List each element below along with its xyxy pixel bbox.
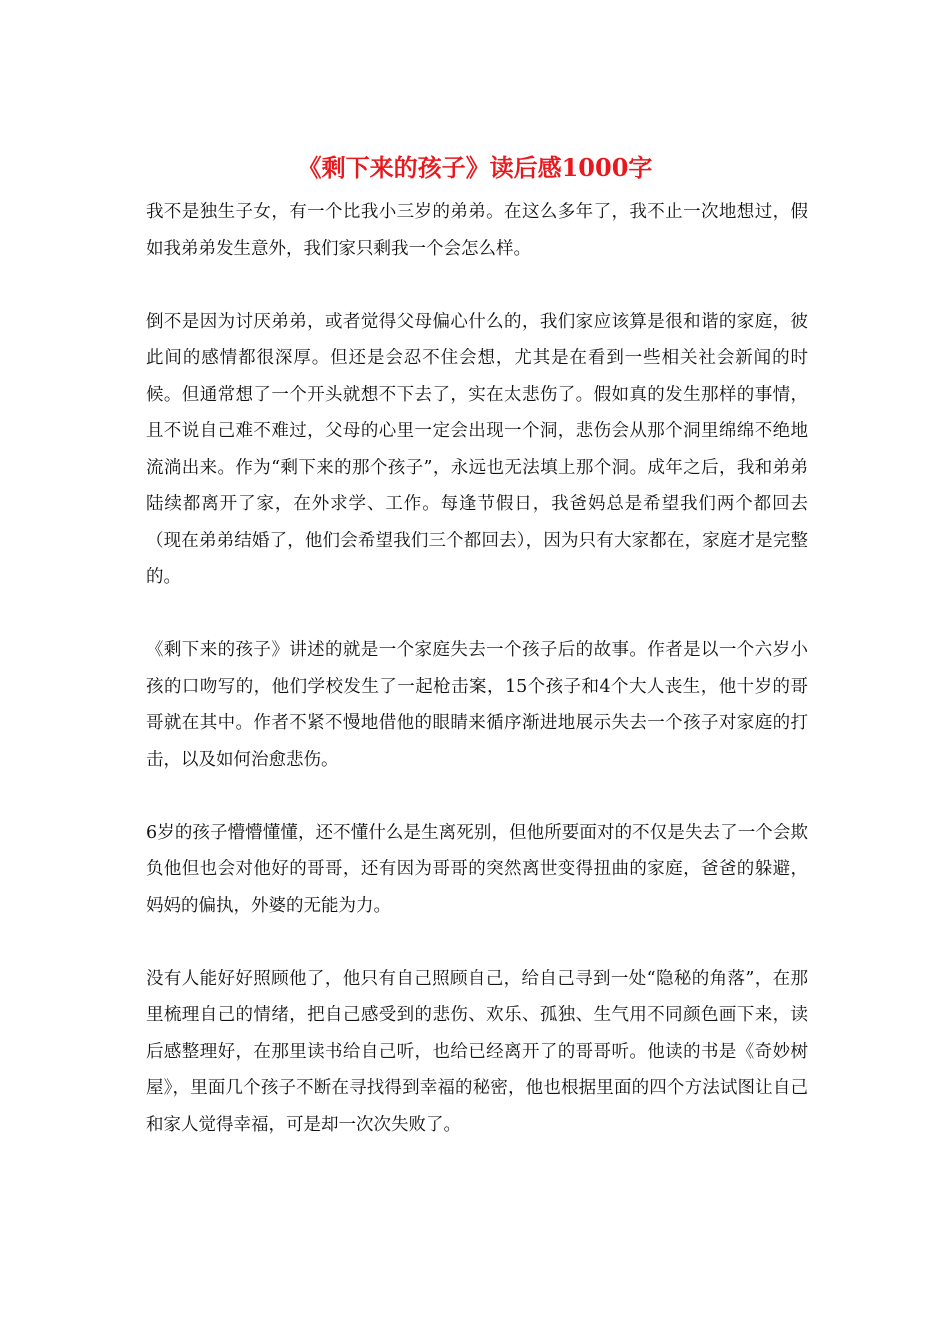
paragraph-1: 我不是独生子女，有一个比我小三岁的弟弟。在这么多年了，我不止一次地想过，假如我弟弟发生意外，我们家只剩我一个会怎么样。	[146, 202, 808, 259]
paragraph-2: 倒不是因为讨厌弟弟，或者觉得父母偏心什么的，我们家应该算是很和谐的家庭，彼此间的感情都很深厚。但还是会忍不住会想，尤其是在看到一些相关社会新闻的时候。但通常想了一个开头就想不下去了，实在太悲伤了。假如真的发生那样的事情，且不说自己难不难过，父母的心里一定会出现一个洞，悲伤会从那个洞里绵绵不绝地流淌出来。作为“剩下来的那个孩子”，永远也无法填上那个洞。成年之后，我和弟弟陆续都离开了家，在外求学、工作。每逢节假日，我爸妈总是希望我们两个都回去（现在弟弟结婚了，他们会希望我们三个都回去），因为只有大家都在，家庭才是完整的。	[146, 311, 808, 587]
document-body	[146, 194, 808, 1180]
document-title: 《剩下来的孩子》读后感1000字	[297, 153, 653, 182]
paragraph-3: 《剩下来的孩子》讲述的就是一个家庭失去一个孩子后的故事。作者是以一个六岁小孩的口吻写的，他们学校发生了一起枪击案，15个孩子和4个大人丧生，他十岁的哥哥就在其中。作者不紧不慢地借他的眼睛来循序渐进地展示失去一个孩子对家庭的打击，以及如何治愈悲伤。	[146, 640, 808, 770]
paragraph-4: 6岁的孩子懵懵懂懂，还不懂什么是生离死别，但他所要面对的不仅是失去了一个会欺负他但也会对他好的哥哥，还有因为哥哥的突然离世变得扭曲的家庭，爸爸的躲避，妈妈的偏执，外婆的无能为力。	[146, 822, 808, 916]
paragraph-5: 没有人能好好照顾他了，他只有自己照顾自己，给自己寻到一处“隐秘的角落”，在那里梳理自己的情绪，把自己感受到的悲伤、欢乐、孤独、生气用不同颜色画下来，读后感整理好，在那里读书给自己听，也给已经离开了的哥哥听。他读的书是《奇妙树屋》，里面几个孩子不断在寻找得到幸福的秘密，他也根据里面的四个方法试图让自己和家人觉得幸福，可是却一次次失败了。	[146, 968, 808, 1135]
